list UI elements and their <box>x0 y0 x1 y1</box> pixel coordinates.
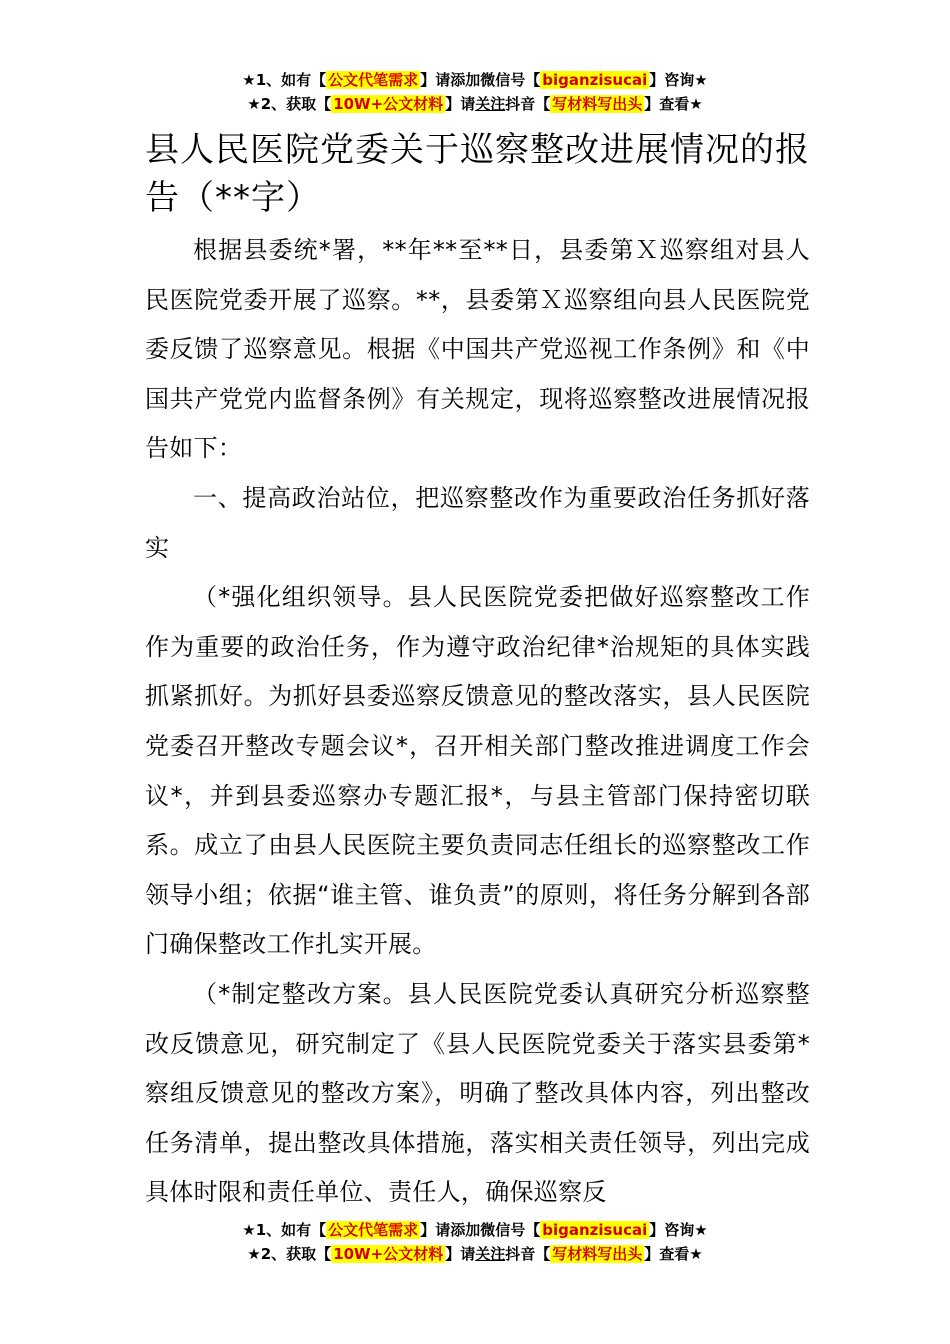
banner-underlined-text: 关注 <box>475 95 506 113</box>
paragraph-intro: 根据县委统*署，**年**至**日，县委第Ｘ巡察组对县人民医院党委开展了巡察。**，县委第Ｘ巡察组向县人民医院党委反馈了巡察意见。根据《中国共产党巡视工作条例》和《中国共产党党内监督条例》有关规定，现将巡察整改进展情况报告如下： <box>145 236 810 463</box>
banner-text: ★2、获取【 <box>247 1245 332 1263</box>
banner-highlight: biganzisucai <box>542 1221 648 1239</box>
banner-text: ★1、如有【 <box>242 1221 327 1239</box>
banner-highlight: 10W+公文材料 <box>333 1245 444 1263</box>
section-heading-1: 一、提高政治站位，把巡察整改作为重要政治任务抓好落实 <box>145 483 810 562</box>
banner-text: 】请 <box>445 95 476 113</box>
banner-highlight: 写材料写出头 <box>552 1245 643 1263</box>
paragraph-organization: （*强化组织领导。县人民医院党委把做好巡察整改工作作为重要的政治任务，作为遵守政治纪律*治规矩的具体实践抓紧抓好。为抓好县委巡察反馈意见的整改落实，县人民医院党委召开整改专题会议*，召开相关部门整改推进调度工作会议*，并到县委巡察办专题汇报*，与县主管部门保持密切联系。成立了由县人民医院主要负责同志任组长的巡察整改工作领导小组；依据“谁主管、谁负责”的原则，将任务分解到各部门确保整改工作扎实开展。 <box>145 583 810 959</box>
bottom-banner <box>0 1218 950 1266</box>
banner-line-1 <box>0 68 950 92</box>
banner-text: 】请添加微信号【 <box>420 71 541 89</box>
banner-text: 】查看★ <box>644 95 703 113</box>
banner-highlight: 写材料写出头 <box>552 95 643 113</box>
banner-text: 抖音【 <box>505 1245 551 1263</box>
banner-text: 】请添加微信号【 <box>420 1221 541 1239</box>
top-banner <box>0 68 950 116</box>
paragraph-plan: （*制定整改方案。县人民医院党委认真研究分析巡察整改反馈意见，研究制定了《县人民医院党委关于落实县委第*察组反馈意见的整改方案》，明确了整改具体内容，列出整改任务清单，提出整改具体措施，落实相关责任领导，列出完成具体时限和责任单位、责任人，确保巡察反 <box>145 979 810 1207</box>
banner-highlight: 公文代笔需求 <box>328 1221 419 1239</box>
banner-line-2 <box>0 92 950 116</box>
banner-text: 抖音【 <box>505 95 551 113</box>
banner-text: 】查看★ <box>644 1245 703 1263</box>
banner-highlight: 10W+公文材料 <box>333 95 444 113</box>
banner-text: 】请 <box>445 1245 476 1263</box>
document-title: 县人民医院党委关于巡察整改进展情况的报告（**字） <box>145 130 810 218</box>
banner-text: 】咨询★ <box>649 71 708 89</box>
banner-highlight: biganzisucai <box>542 71 648 89</box>
banner-line-2 <box>0 1242 950 1266</box>
banner-text: 】咨询★ <box>649 1221 708 1239</box>
banner-text: ★2、获取【 <box>247 95 332 113</box>
banner-line-1 <box>0 1218 950 1242</box>
banner-text: ★1、如有【 <box>242 71 327 89</box>
document-body <box>145 126 810 1218</box>
banner-underlined-text: 关注 <box>475 1245 506 1263</box>
banner-highlight: 公文代笔需求 <box>328 71 419 89</box>
